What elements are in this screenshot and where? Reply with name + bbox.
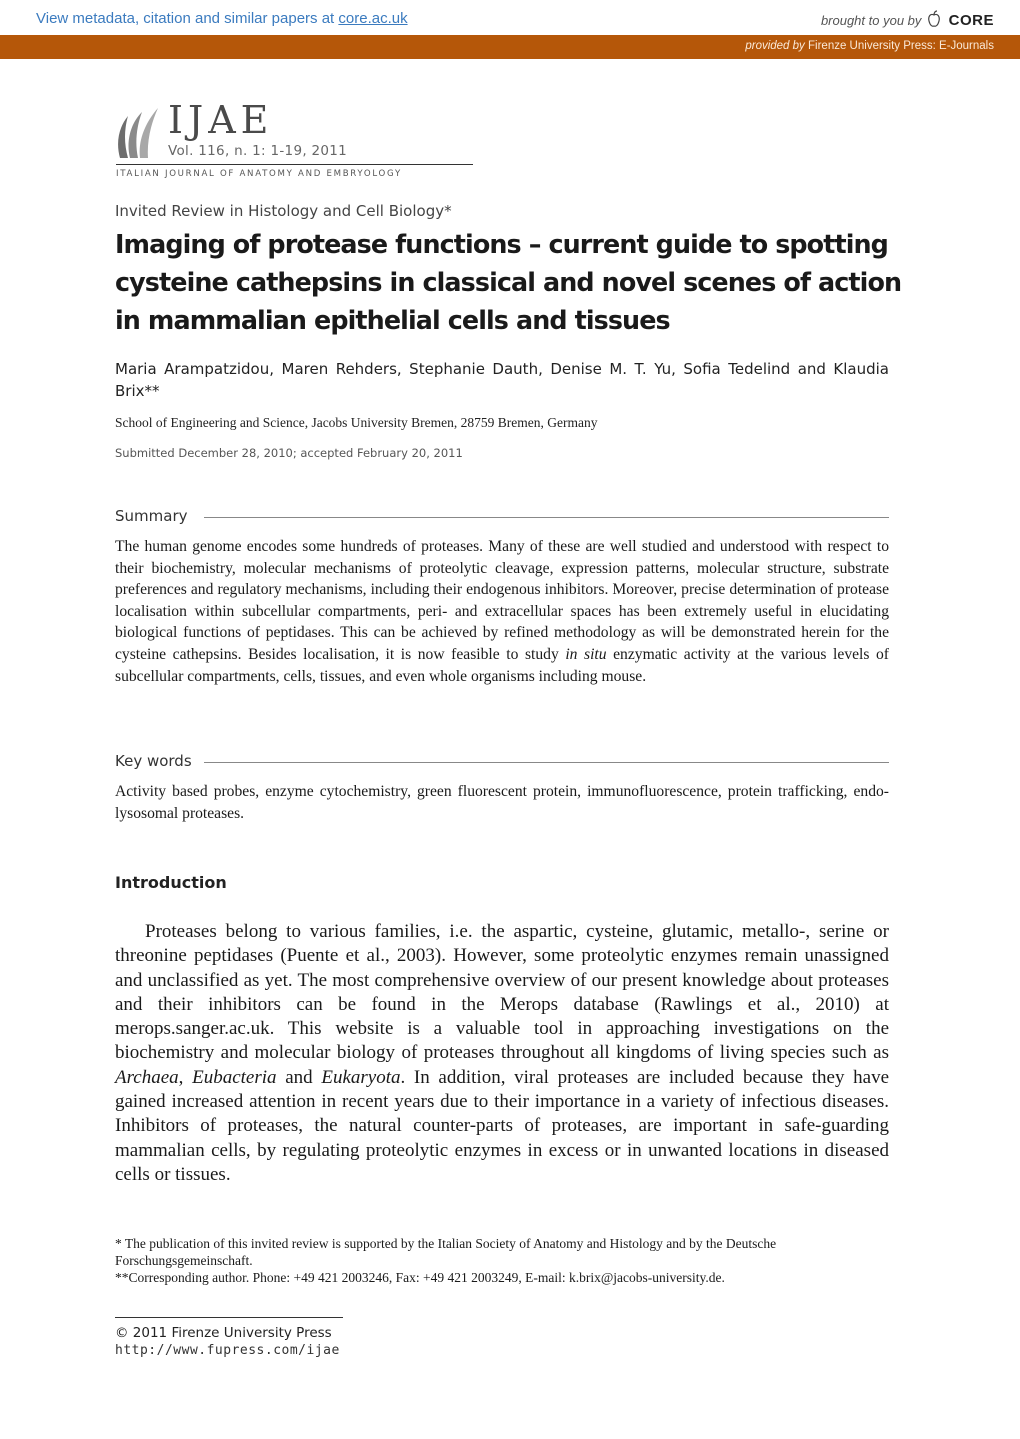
journal-name: IJAE (168, 98, 274, 142)
publisher-url[interactable]: http://www.fupress.com/ijae (115, 1343, 340, 1358)
footnote-corresponding-author: **Corresponding author. Phone: +49 421 2003246, Fax: +49 421 2003249, E-mail: k.brix@jacobs-university.de. (115, 1270, 725, 1285)
keywords-label: Key words (115, 752, 202, 770)
header-divider (116, 164, 473, 165)
core-banner (0, 0, 1020, 35)
article-affiliation: School of Engineering and Science, Jacobs University Bremen, 28759 Bremen, Germany (115, 415, 598, 430)
footnote-funding: * The publication of this invited review is supported by the Italian Society of Anatomy and Histology and by the Deutsche Forschungsgemeinschaft. (115, 1236, 777, 1268)
summary-divider (204, 517, 889, 518)
journal-logo-icon (116, 106, 160, 160)
summary-label: Summary (115, 507, 198, 525)
provider-notice[interactable]: provided by Firenze University Press: E-Journals (745, 40, 994, 52)
copyright-notice: © 2011 Firenze University Press (115, 1325, 332, 1341)
summary-text: The human genome encodes some hundreds of proteases. Many of these are well studied and understood with respect to their biochemistry, molecular mechanisms of proteolytic cleavage, expression patterns, molecular structure, substrate preferences and regulatory mechanisms, including their endogenous inhibitors. Moreover, precise determination of protease localisation within subcellular compartments, peri- and extracellular spaces has been extremely useful in elucidating biological functions of peptidases. This can be achieved by refined methodology as will be demonstrated herein for the cysteine cathepsins. Besides localisation, it is now feasible to study in situ enzymatic activity at the various levels of subcellular compartments, cells, tissues, and even whole organisms including mouse. (115, 538, 889, 685)
core-metadata-notice: View metadata, citation and similar papers at core.ac.uk (36, 10, 408, 27)
keywords-text: Activity based probes, enzyme cytochemistry, green fluorescent protein, immunofluorescence, protein trafficking, endo-lysosomal proteases. (115, 783, 889, 822)
article-dates: Submitted December 28, 2010; accepted February 20, 2011 (115, 446, 463, 460)
footnotes (115, 1235, 889, 1286)
introduction-heading: Introduction (115, 873, 227, 892)
journal-full-name: ITALIAN JOURNAL OF ANATOMY AND EMBRYOLOGY (116, 169, 402, 179)
introduction-paragraph: Proteases belong to various families, i.e. the aspartic, cysteine, glutamic, metallo-, serine or threonine peptidases (Puente et al., 2003). However, some proteolytic enzymes remain unassigned and unclassified as yet. The most comprehensive overview of our present knowledge about proteases and their inhibitors can be found in the Merops database (Rawlings et al., 2010) at merops.sanger.ac.uk. This website is a valuable tool in approaching investigations on the biochemistry and molecular biology of proteases throughout all kingdoms of living species such as Archaea, Eubacteria and Eukaryota. In addition, viral proteases are included because they have gained increased attention in recent years due to their importance in a variety of infectious diseases. Inhibitors of proteases, the natural counter-parts of proteases, are important in safe-guarding mammalian cells, by regulating proteolytic enzymes in excess or in unwanted locations in diseased cells or tissues. (115, 921, 890, 1185)
core-apple-icon (927, 10, 941, 28)
keywords-divider (204, 762, 889, 763)
article-title: Imaging of protease functions – current guide to spotting cysteine cathepsins in classical and novel scenes of action in mammalian epithelial cells and tissues (115, 229, 902, 335)
footer-divider (115, 1317, 343, 1318)
journal-volume: Vol. 116, n. 1: 1-19, 2011 (168, 143, 348, 159)
article-category: Invited Review in Histology and Cell Biology* (115, 202, 452, 220)
article-authors: Maria Arampatzidou, Maren Rehders, Stephanie Dauth, Denise M. T. Yu, Sofia Tedelind and Klaudia Brix** (115, 360, 889, 400)
provider-bar (0, 35, 1020, 59)
core-brought-by[interactable]: brought to you by CORE (820, 12, 994, 29)
core-link[interactable]: core.ac.uk (338, 10, 408, 27)
